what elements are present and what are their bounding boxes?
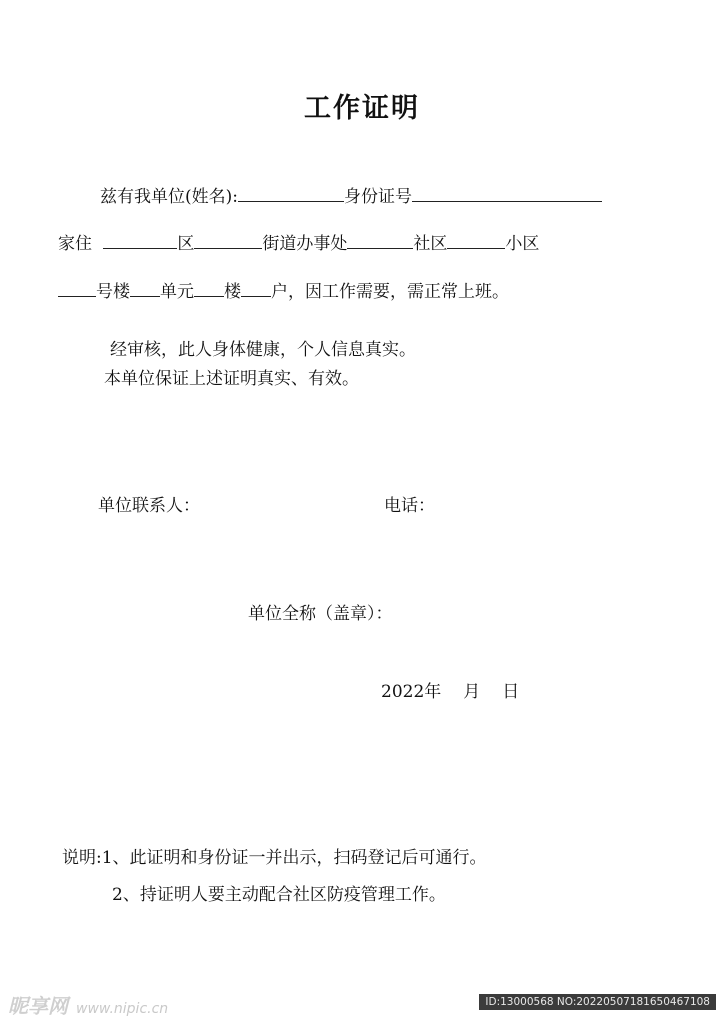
health-statement: 经审核，此人身体健康，个人信息真实。 — [110, 340, 416, 360]
floor-blank[interactable] — [194, 281, 224, 297]
note-2: 2、持证明人要主动配合社区防疫管理工作。 — [112, 885, 446, 905]
building-blank[interactable] — [58, 281, 96, 297]
street-office-label: 街道办事处 — [262, 234, 348, 254]
guarantee-statement: 本单位保证上述证明真实、有效。 — [104, 369, 359, 389]
home-label: 家住 — [58, 234, 92, 254]
watermark-id: ID:13000568 NO:20220507181650467108 — [479, 994, 716, 1010]
street-blank[interactable] — [194, 233, 262, 249]
estate-label: 小区 — [505, 234, 540, 254]
date-month: 月 — [463, 682, 481, 702]
watermark-url: www.nipic.cn — [76, 1001, 169, 1017]
household-blank[interactable] — [241, 281, 271, 297]
watermark — [8, 990, 168, 1019]
unit-label: 单元 — [160, 282, 194, 302]
estate-blank[interactable] — [447, 233, 505, 249]
date-line — [381, 680, 519, 704]
floor-label: 楼 — [224, 282, 241, 302]
phone-label: 电话： — [384, 496, 435, 516]
household-text: 户，因工作需要，需正常上班。 — [271, 282, 509, 302]
note-1: 说明:1、此证明和身份证一并出示，扫码登记后可通行。 — [62, 848, 487, 868]
building-line — [58, 280, 509, 304]
company-name-label: 单位全称（盖章）： — [248, 604, 393, 624]
name-label: 兹有我单位(姓名): — [100, 187, 238, 207]
name-blank[interactable] — [238, 186, 344, 202]
name-id-line — [100, 185, 602, 209]
date-day: 日 — [502, 682, 520, 702]
community-label: 社区 — [413, 234, 448, 254]
district-label: 区 — [177, 234, 195, 254]
unit-blank[interactable] — [130, 281, 160, 297]
date-year: 2022年 — [381, 682, 442, 702]
district-blank[interactable] — [103, 233, 177, 249]
watermark-brand: 昵享网 — [8, 994, 68, 1018]
building-label: 号楼 — [96, 282, 130, 302]
document-title: 工作证明 — [304, 93, 420, 124]
address-line — [58, 232, 539, 256]
id-number-blank[interactable] — [412, 186, 602, 202]
community-blank[interactable] — [347, 233, 413, 249]
id-number-label: 身份证号 — [344, 187, 412, 207]
contact-person-label: 单位联系人： — [98, 496, 200, 516]
